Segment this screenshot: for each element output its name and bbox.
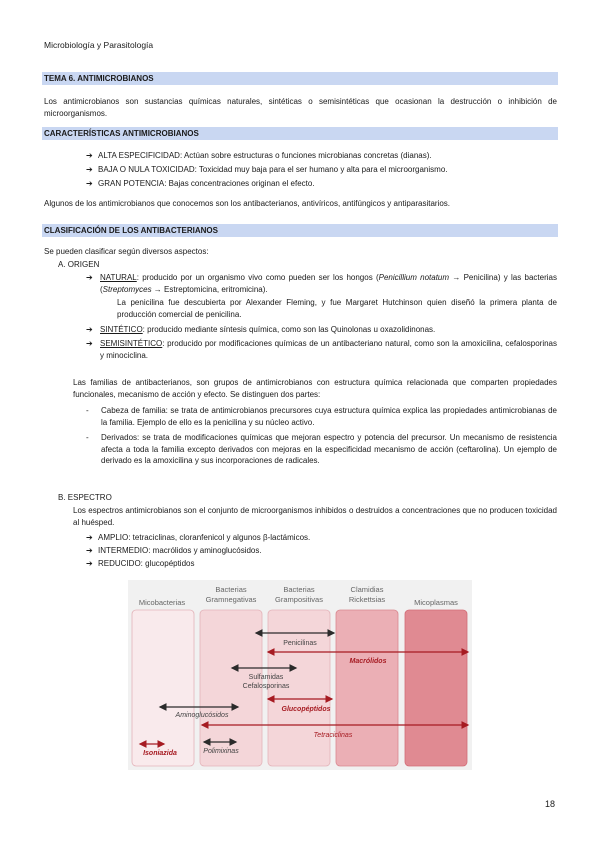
column-header: Micobacterias <box>138 598 186 607</box>
list-item: ➔ BAJA O NULA TOXICIDAD: Toxicidad muy baja para el ser humano y alta para el microorganismo. <box>86 165 448 174</box>
column-header: Rickettsias <box>348 595 386 604</box>
column-micoplasmas <box>405 610 467 766</box>
arrow-right-icon: ➔ <box>86 273 93 282</box>
label-sulfamidas: Sulfamidas <box>248 674 284 681</box>
section-title-clasificacion: CLASIFICACIÓN DE LOS ANTIBACTERIANOS <box>42 224 558 237</box>
list-item: ➔ INTERMEDIO: macrólidos y aminoglucósidos. <box>86 546 262 555</box>
label-isoniazida: Isoniazida <box>143 750 177 757</box>
label-polimixinas: Polimixinas <box>203 748 239 755</box>
label-tetraciclinas: Tetraciclinas <box>313 732 353 739</box>
column-header: Bacterias <box>283 585 315 594</box>
list-item: ➔ ALTA ESPECIFICIDAD: Actúan sobre estructuras o funciones microbianas concretas (dianas). <box>86 151 432 160</box>
page-number: 18 <box>545 799 556 809</box>
column-clamidias <box>336 610 398 766</box>
arrow-right-icon: ➔ <box>86 339 93 348</box>
intro-paragraph: Los antimicrobianos son sustancias químicas naturales, sintéticas o semisintéticas que ocasionan la destrucción o inhibición de microorganismos. <box>44 97 557 118</box>
label-glucopeptidos: Glucopéptidos <box>281 706 331 713</box>
column-header: Bacterias <box>215 585 247 594</box>
bullet: - <box>86 433 89 442</box>
section-title-caracteristicas: CARACTERÍSTICAS ANTIMICROBIANOS <box>42 127 558 140</box>
label-penicilinas: Penicilinas <box>283 640 317 647</box>
subheading-origen: A. ORIGEN <box>58 260 100 269</box>
list-item-natural: NATURAL: producido por un organismo vivo como pueden ser los hongos (Penicillium notatum → Penicilina) y las bacterias (Streptomyces → Estreptomicina, eritromicina). <box>100 273 557 294</box>
list-item-semisintetico: SEMISINTÉTICO: producido por modificaciones químicas de un antibacteriano natural, como son la amoxicilina, cefalosporinas y minociclina. <box>100 339 557 360</box>
bullet: - <box>86 406 89 415</box>
arrow-right-icon: ➔ <box>86 559 93 568</box>
document-header: Microbiología y Parasitología <box>44 40 154 50</box>
list-item: ➔ GRAN POTENCIA: Bajas concentraciones originan el efecto. <box>86 179 315 188</box>
list-item-sintetico: SINTÉTICO: producido mediante síntesis química, como son las Quinolonas u oxazolidinonas. <box>100 325 436 334</box>
paragraph: Las familias de antibacterianos, son grupos de antimicrobianos con estructura química relacionada que comparten propiedades funcionales, mecanismo de acción y efecto. Se distinguen dos partes: <box>73 378 557 399</box>
list-item-cabeza: Cabeza de familia: se trata de antimicrobianos precursores cuya estructura química explica las propiedades antimicrobianas de la familia. Ejemplo de ello es la penicilina y su núcleo activo. <box>101 406 557 427</box>
section-title-tema: TEMA 6. ANTIMICROBIANOS <box>42 72 558 85</box>
list-item: ➔ REDUCIDO: glucopéptidos <box>86 559 195 568</box>
list-item: ➔ AMPLIO: tetraciclinas, cloranfenicol y algunos β-lactámicos. <box>86 533 311 542</box>
paragraph: Se pueden clasificar según diversos aspectos: <box>44 247 209 256</box>
arrow-right-icon: ➔ <box>86 325 93 334</box>
arrow-right-icon: ➔ <box>86 546 93 555</box>
spectrum-figure <box>128 580 472 770</box>
arrow-right-icon: ➔ <box>86 165 93 174</box>
label-macrolidos: Macrólidos <box>349 658 387 665</box>
column-header: Clamidias <box>350 585 384 594</box>
subheading-espectro: B. ESPECTRO <box>58 493 112 502</box>
arrow-right-icon: ➔ <box>86 533 93 542</box>
arrow-right-icon: ➔ <box>86 179 93 188</box>
column-header: Grampositivas <box>275 595 323 604</box>
paragraph: Algunos de los antimicrobianos que conocemos son los antibacterianos, antivíricos, antifúngicos y antiparasitarios. <box>44 199 450 208</box>
label-cefalosporinas: Cefalosporinas <box>242 683 290 690</box>
column-header: Micoplasmas <box>414 598 458 607</box>
arrow-right-icon: ➔ <box>86 151 93 160</box>
paragraph: Los espectros antimicrobianos son el conjunto de microorganismos inhibidos o destruidos a concentraciones que no producen toxicidad al huésped. <box>73 506 557 527</box>
column-header: Gramnegativas <box>205 595 257 604</box>
column-micobacterias <box>132 610 194 766</box>
label-aminoglucosidos: Aminoglucósidos <box>175 712 229 719</box>
list-item-derivados: Derivados: se trata de modificaciones químicas que mejoran espectro y potencia del precursor. Un mecanismo de resistencia afecta a toda la familia excepto derivados con mejoras en la especificidad mecanismo de acción (ceftarolina). Un ejemplo de derivado es la amoxicilina y sus incorporaciones de radicales. <box>101 433 557 465</box>
paragraph: La penicilina fue descubierta por Alexander Fleming, y fue Margaret Hutchinson quien diseñó la primera planta de producción comercial de penicilina. <box>117 298 557 319</box>
